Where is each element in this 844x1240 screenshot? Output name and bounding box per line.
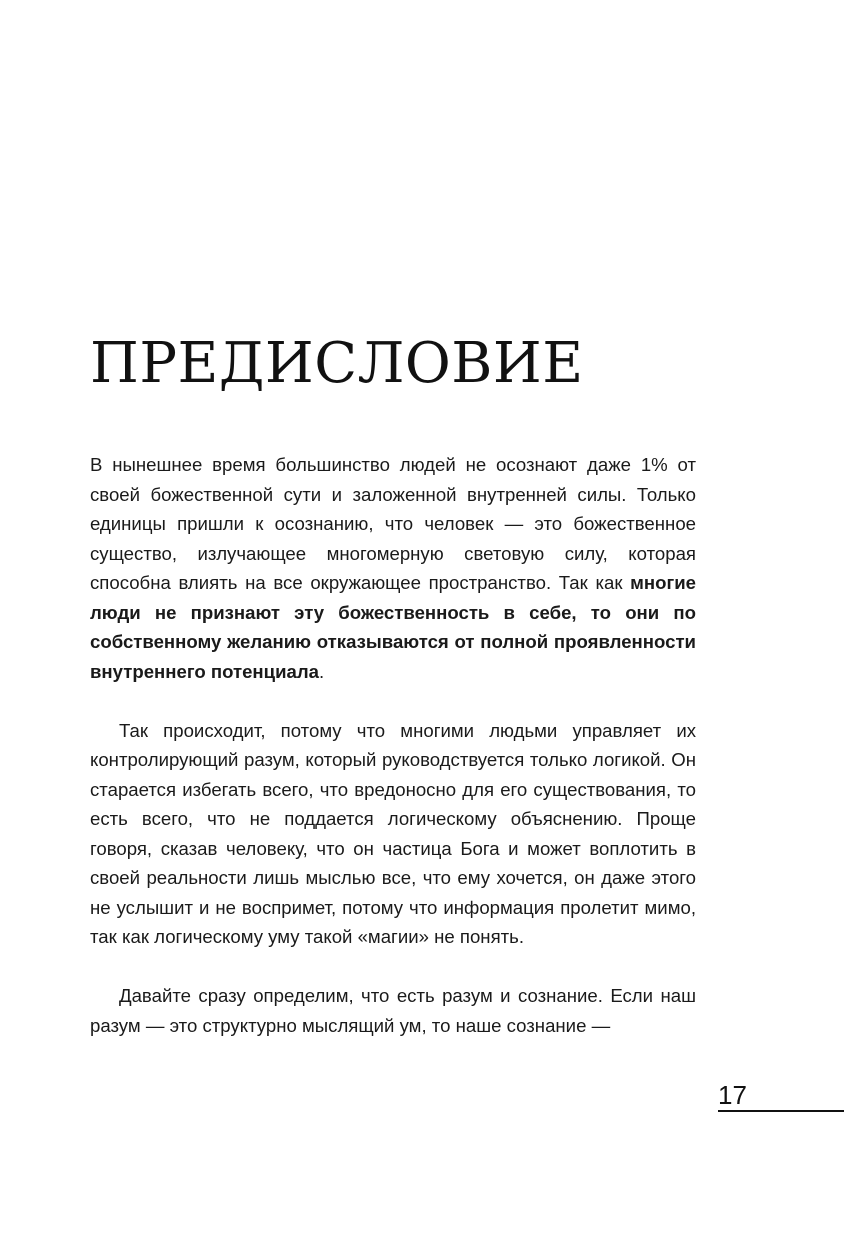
body-text [90, 450, 696, 1070]
page-number: 17 [718, 1080, 747, 1110]
paragraph-1 [90, 450, 696, 686]
paragraph-2: Так происходит, потому что многими людьми управляет их контролирующий разум, который руководствуется только логикой. Он старается избегать всего, что вредоносно для его существования, то есть всего, что не поддается логическому объяснению. Проще говоря, сказав человеку, что он частица Бога и может воплотить в своей реальности лишь мыслью все, что ему хочется, он даже этого не услышит и не воспримет, потому что информация пролетит мимо, так как логическому уму такой «магии» не понять. [90, 719, 696, 947]
chapter-title: ПРЕДИСЛОВИЕ [90, 331, 584, 396]
page-number-rule [718, 1110, 844, 1112]
paragraph-3: Давайте сразу определим, что есть разум и сознание. Если наш разум — это структурно мыслящий ум, то наше сознание — [90, 985, 696, 1036]
paragraph-1-text: В нынешнее время большинство людей не осознают даже 1% от своей божественной сути и заложенной внутренней силы. Только единицы пришли к осознанию, что человек — это божественное существо, излучающее многомерную световую силу, которая способна влиять на все окружающее пространство. Так как [90, 454, 696, 593]
paragraph-1-bold-text: многие люди не признают эту божественность в себе, то они по собственному желанию отказываются от полной проявленности внутреннего потенциала [90, 572, 696, 682]
paragraph-1-ending: . [319, 660, 325, 682]
